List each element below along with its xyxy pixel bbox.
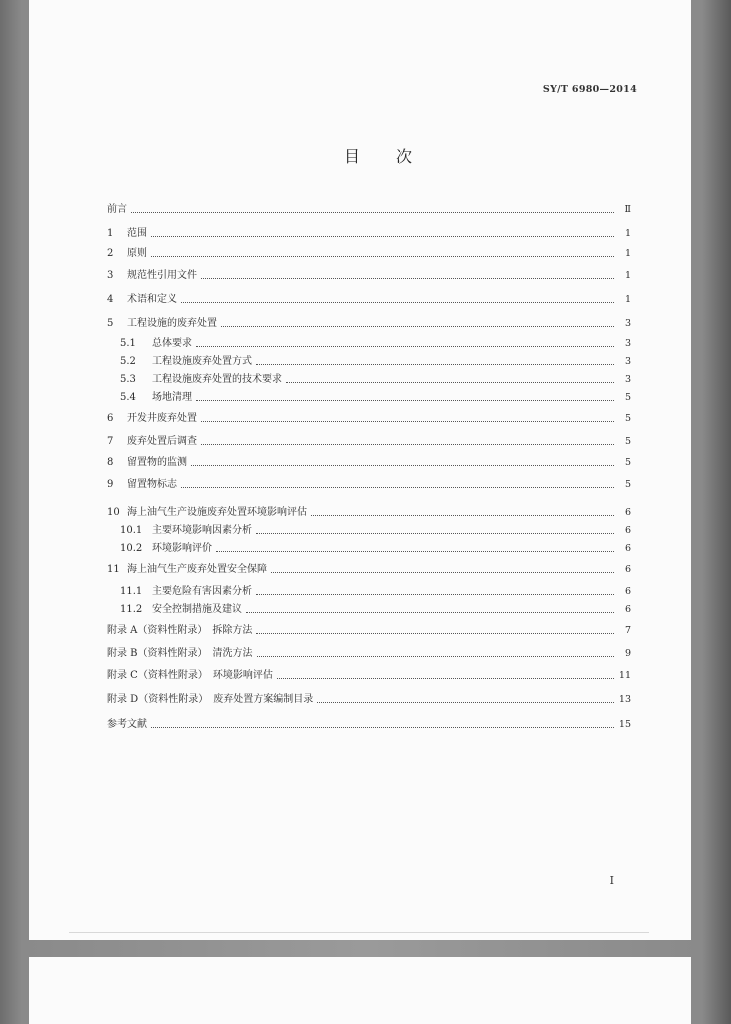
toc-entry-page: 6 <box>624 564 631 575</box>
toc-leader-dots <box>317 701 614 703</box>
toc-entry-title: 海上油气生产设施废弃处置环境影响评估 <box>127 507 307 518</box>
toc-leader-dots <box>277 677 614 679</box>
toc-entry-page: 3 <box>624 318 631 329</box>
toc-entry-number: 5.3 <box>120 374 136 385</box>
toc-leader-dots <box>216 550 614 552</box>
toc-entry <box>107 290 631 306</box>
toc-entry-title: 废弃处置后调查 <box>127 436 197 447</box>
toc-entry-title: 留置物标志 <box>127 479 177 490</box>
toc-title: 目次 <box>343 147 448 166</box>
toc-entry-number: 5 <box>107 318 114 329</box>
toc-leader-dots <box>201 277 614 279</box>
toc-leader-dots <box>191 464 614 466</box>
toc-entry-page: 5 <box>624 413 631 424</box>
toc-entry-number: 7 <box>107 436 114 447</box>
toc-entry-page: 6 <box>624 525 631 536</box>
toc-entry-page: 6 <box>624 586 631 597</box>
toc-leader-dots <box>196 399 614 401</box>
toc-entry <box>107 244 631 260</box>
toc-entry-number: 3 <box>107 270 114 281</box>
standard-code: SY/T 6980—2014 <box>542 84 637 95</box>
toc-entry-number: 11 <box>107 564 120 575</box>
toc-entry-title: 工程设施废弃处置方式 <box>152 356 252 367</box>
toc-entry-title: 开发井废弃处置 <box>127 413 197 424</box>
toc-leader-dots <box>271 571 614 573</box>
toc-leader-dots <box>151 235 614 237</box>
toc-entry <box>107 503 631 519</box>
toc-leader-dots <box>181 486 614 488</box>
toc-entry <box>120 334 631 350</box>
toc-leader-dots <box>151 255 614 257</box>
toc-entry <box>107 200 631 216</box>
toc-leader-dots <box>256 532 614 534</box>
toc-entry <box>107 314 631 330</box>
toc-leader-dots <box>286 381 614 383</box>
toc-entry-title: 海上油气生产废弃处置安全保障 <box>127 564 267 575</box>
toc-entry-title: 范围 <box>127 228 147 239</box>
toc-leader-dots <box>201 420 614 422</box>
toc-leader-dots <box>256 593 614 595</box>
toc-entry-page: 7 <box>624 625 631 636</box>
toc-entry-title: 场地清理 <box>152 392 192 403</box>
toc-entry <box>107 432 631 448</box>
next-page <box>29 957 691 1024</box>
toc-entry-number: 10.2 <box>120 543 143 554</box>
toc-entry-number: 2 <box>107 248 114 259</box>
toc-entry-title: 安全控制措施及建议 <box>152 604 242 615</box>
toc-leader-dots <box>311 514 614 516</box>
toc-entry-number: 10.1 <box>120 525 143 536</box>
toc-entry-title: 附录 D（资料性附录） 废弃处置方案编制目录 <box>107 694 314 705</box>
toc-entry-title: 留置物的监测 <box>127 457 187 468</box>
toc-entry <box>107 666 631 682</box>
toc-leader-dots <box>221 325 614 327</box>
toc-leader-dots <box>256 632 614 634</box>
toc-entry-title: 附录 B（资料性附录） 清洗方法 <box>107 648 253 659</box>
toc-entry-page: Ⅱ <box>624 204 631 215</box>
toc-entry-page: 15 <box>618 719 631 730</box>
toc-entry-page: 3 <box>624 374 631 385</box>
toc-entry <box>107 560 631 576</box>
toc-entry-title: 工程设施废弃处置的技术要求 <box>152 374 282 385</box>
toc-entry-title: 主要危险有害因素分析 <box>152 586 252 597</box>
toc-entry <box>120 582 631 598</box>
toc-entry-number: 11.1 <box>120 586 143 597</box>
toc-leader-dots <box>181 301 614 303</box>
toc-entry-title: 环境影响评价 <box>152 543 212 554</box>
toc-entry-page: 5 <box>624 392 631 403</box>
toc-entry-number: 6 <box>107 413 114 424</box>
toc-entry-page: 1 <box>624 248 631 259</box>
toc-entry-page: 1 <box>624 294 631 305</box>
toc-entry-number: 1 <box>107 228 114 239</box>
toc-entry <box>107 690 631 706</box>
toc-leader-dots <box>201 443 614 445</box>
toc-entry-title: 附录 A（资料性附录） 拆除方法 <box>107 625 253 636</box>
page-number: I <box>609 874 614 887</box>
toc-entry <box>120 600 631 616</box>
toc-entry-title: 参考文献 <box>107 719 147 730</box>
toc-entry-number: 8 <box>107 457 114 468</box>
toc-entry-number: 5.2 <box>120 356 136 367</box>
toc-entry-page: 6 <box>624 604 631 615</box>
toc-entry <box>107 266 631 282</box>
toc-leader-dots <box>257 655 614 657</box>
toc-entry <box>120 370 631 386</box>
toc-entry-number: 11.2 <box>120 604 143 615</box>
document-page <box>29 0 691 940</box>
toc-entry-title: 术语和定义 <box>127 294 177 305</box>
toc-entry <box>107 715 631 731</box>
toc-entry-number: 4 <box>107 294 114 305</box>
toc-entry-page: 1 <box>624 270 631 281</box>
toc-leader-dots <box>256 363 614 365</box>
toc-entry-title: 前言 <box>107 204 127 215</box>
toc-leader-dots <box>131 211 614 213</box>
toc-entry-page: 3 <box>624 338 631 349</box>
toc-entry <box>107 453 631 469</box>
toc-entry-page: 3 <box>624 356 631 367</box>
toc-entry-title: 附录 C（资料性附录） 环境影响评估 <box>107 670 273 681</box>
toc-leader-dots <box>196 345 614 347</box>
toc-entry-page: 5 <box>624 457 631 468</box>
toc-entry-page: 9 <box>624 648 631 659</box>
toc-entry-page: 5 <box>624 436 631 447</box>
toc-entry <box>107 621 631 637</box>
toc-entry-number: 10 <box>107 507 120 518</box>
page-bottom-edge <box>69 932 649 933</box>
toc-entry-number: 5.1 <box>120 338 136 349</box>
toc-entry <box>107 224 631 240</box>
toc-entry <box>120 388 631 404</box>
toc-leader-dots <box>151 726 614 728</box>
toc-entry-page: 13 <box>618 694 631 705</box>
toc-entry-page: 6 <box>624 543 631 554</box>
toc-entry-page: 11 <box>618 670 631 681</box>
toc-entry-page: 1 <box>624 228 631 239</box>
toc-entry <box>107 644 631 660</box>
toc-entry-title: 原则 <box>127 248 147 259</box>
toc-entry <box>120 521 631 537</box>
toc-entry-title: 规范性引用文件 <box>127 270 197 281</box>
toc-entry-number: 9 <box>107 479 114 490</box>
toc-entry-title: 主要环境影响因素分析 <box>152 525 252 536</box>
toc-entry-page: 6 <box>624 507 631 518</box>
toc-entry-page: 5 <box>624 479 631 490</box>
toc-entry <box>120 352 631 368</box>
toc-leader-dots <box>246 611 614 613</box>
toc-entry <box>107 409 631 425</box>
toc-entry <box>120 539 631 555</box>
toc-entry-number: 5.4 <box>120 392 136 403</box>
toc-entry-title: 总体要求 <box>152 338 192 349</box>
toc-entry-title: 工程设施的废弃处置 <box>127 318 217 329</box>
toc-entry <box>107 475 631 491</box>
